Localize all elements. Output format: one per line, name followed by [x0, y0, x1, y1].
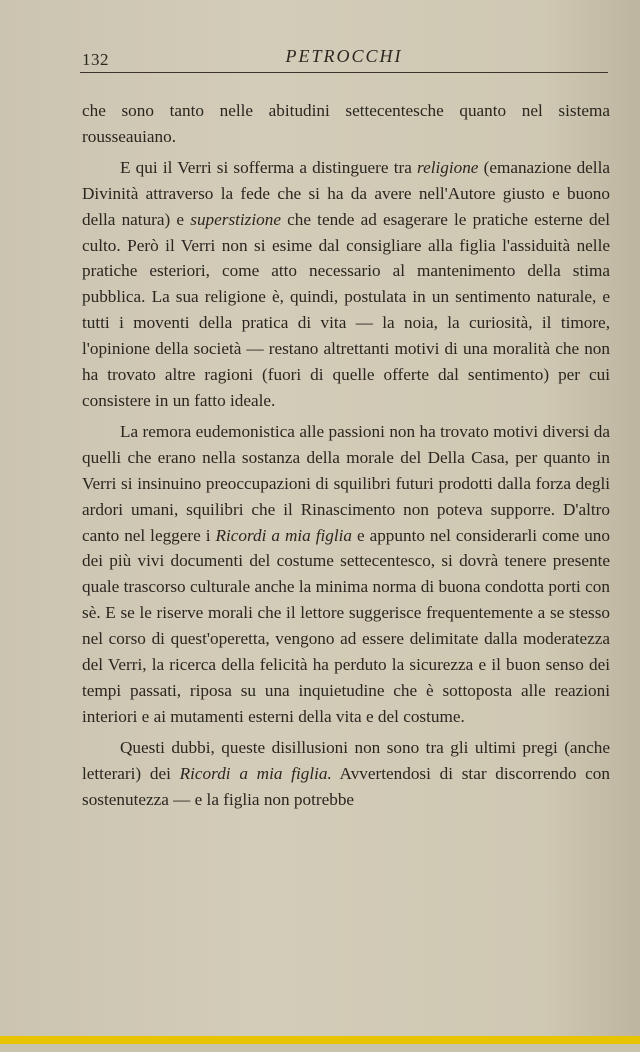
italic-term-superstizione: superstizione: [190, 209, 281, 229]
paragraph-continuation: [82, 98, 610, 150]
paragraph-religione: [82, 155, 610, 414]
page-header: [82, 44, 606, 72]
header-rule: [80, 72, 608, 73]
text-segment: E qui il Verri si sofferma a distinguere tra: [120, 157, 418, 177]
page-number: 132: [82, 50, 109, 69]
text-segment: Avvertendosi di star discorrendo con sostenutezza — e la figlia non potrebbe: [82, 763, 610, 809]
page-edge: [0, 1036, 640, 1044]
italic-term-religione: religione: [417, 157, 479, 177]
paragraph-dubbi: [82, 735, 610, 813]
text-segment: Questi dubbi, queste disillusioni non sono tra gli ultimi pregi (anche letterari) dei: [82, 737, 610, 783]
text-segment: che sono tanto nelle abitudini settecentesche quanto nel sistema rousseauiano.: [82, 101, 610, 146]
italic-title-ricordi: Ricordi a mia figlia: [215, 525, 352, 545]
body-text: [82, 98, 610, 812]
text-segment: La remora eudemonistica alle passioni non ha trovato motivi diversi da quelli che erano nella sostanza della morale del Della Casa, per quanto in Verri si insinuino preoccupazioni di squilibri futuri prodotti dalla forza degli ardori umani, squilibri che il Rinascimento non poteva supporre. D'altro canto nel leggere i: [82, 421, 610, 545]
italic-title-ricordi: Ricordi a mia figlia.: [179, 763, 332, 783]
text-segment: e appunto nel considerarli come uno dei più vivi documenti del costume settecentesco, si dovrà tenere presente quale trascorso culturale anche la minima norma di buona condotta porti con sè. E se le riserve morali che il lettore suggerisce frequentemente a se stesso nel corso di quest'operetta, vengono ad essere delimitate dalla moderatezza del Verri, la ricerca della felicità ha perduto la sicurezza e il buon senso dei tempi passati, riposa su una inquietudine che è sottoposta alle reazioni interiori e ai mutamenti esterni della vita e del costume.: [82, 525, 610, 726]
text-segment: che tende ad esagerare le pratiche esterne del culto. Però il Verri non si esime dal consigliare alla figlia l'assiduità nelle pratiche esteriori, come atto necessario al mantenimento della stima pubblica. La sua religione è, quindi, postulata in un sentimento naturale, e tutti i moventi della pratica di vita — la noia, la curiosità, il timore, l'opinione della società — restano altrettanti motivi di una moralità che non ha trovato altre ragioni (fuori di quelle offerte dal sentimento) per cui consistere in un fatto ideale.: [82, 209, 610, 410]
paragraph-remora: [82, 419, 610, 730]
running-head: PETROCCHI: [285, 46, 403, 66]
text-segment: (emanazione della Divinità attraverso la fede che si ha da avere nell'Autore giusto e buono della natura) e: [82, 157, 610, 229]
